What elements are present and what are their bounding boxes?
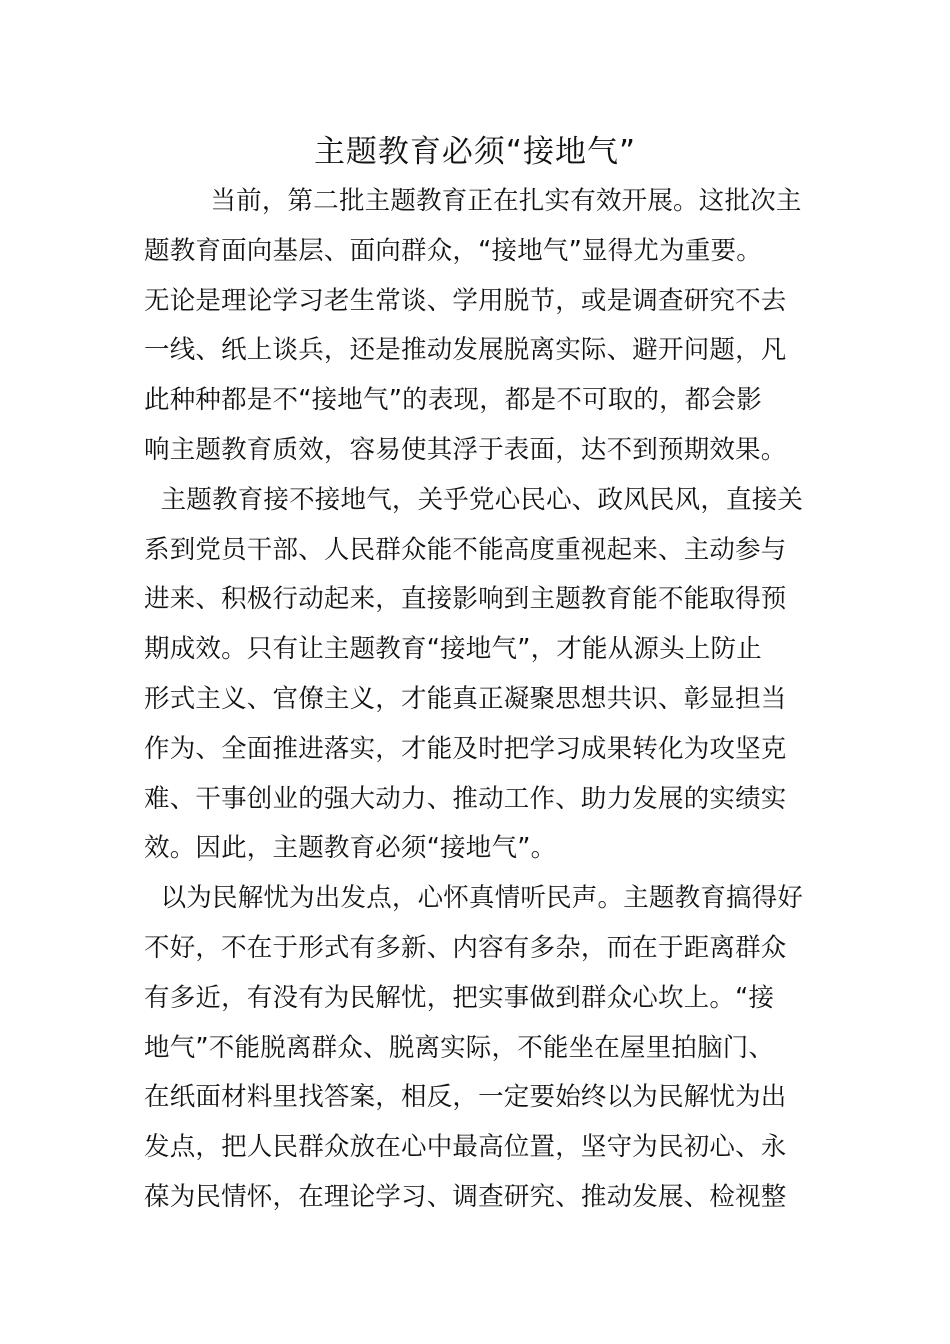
- document-body: [144, 177, 808, 1223]
- text-line: 响主题教育质效，容易使其浮于表面，达不到预期效果。: [144, 434, 787, 465]
- text-line: 难、干事创业的强大动力、推动工作、助力发展的实绩实: [144, 783, 787, 814]
- text-line: 期成效。只有让主题教育“接地气”，才能从源头上防止: [144, 634, 762, 665]
- text-line: 作为、全面推进落实，才能及时把学习成果转化为攻坚克: [144, 733, 787, 764]
- text-line: 系到党员干部、人民群众能不能高度重视起来、主动参与: [144, 534, 787, 565]
- text-line: 发点，把人民群众放在心中最高位置，坚守为民初心、永: [144, 1132, 787, 1163]
- text-line: 效。因此，主题教育必须“接地气”。: [144, 833, 557, 864]
- text-line: 此种种都是不“接地气”的表现，都是不可取的，都会影: [144, 385, 762, 416]
- text-line: 地气”不能脱离群众、脱离实际，不能坐在屋里拍脑门、: [144, 1032, 775, 1063]
- text-line: 在纸面材料里找答案，相反，一定要始终以为民解忧为出: [144, 1082, 787, 1113]
- text-line: 无论是理论学习老生常谈、学用脱节，或是调查研究不去: [144, 285, 787, 316]
- text-line: 题教育面向基层、面向群众，“接地气”显得尤为重要。: [144, 235, 762, 266]
- text-line: 葆为民情怀，在理论学习、调查研究、推动发展、检视整: [144, 1181, 787, 1212]
- text-line: 不好，不在于形式有多新、内容有多杂，而在于距离群众: [144, 932, 787, 963]
- text-line: 进来、积极行动起来，直接影响到主题教育能不能取得预: [144, 584, 787, 615]
- text-line: 主题教育接不接地气，关乎党心民心、政风民风，直接关: [144, 484, 804, 515]
- document-title: 主题教育必须“接地气”: [313, 134, 637, 170]
- text-line: 有多近，有没有为民解忧，把实事做到群众心坎上。“接: [144, 982, 775, 1013]
- text-line: 当前，第二批主题教育正在扎实有效开展。这批次主: [144, 186, 802, 216]
- text-line: 以为民解忧为出发点，心怀真情听民声。主题教育搞得好: [144, 883, 804, 914]
- text-line: 形式主义、官僚主义，才能真正凝聚思想共识、彰显担当: [144, 683, 787, 714]
- text-line: 一线、纸上谈兵，还是推动发展脱离实际、避开问题，凡: [144, 335, 787, 366]
